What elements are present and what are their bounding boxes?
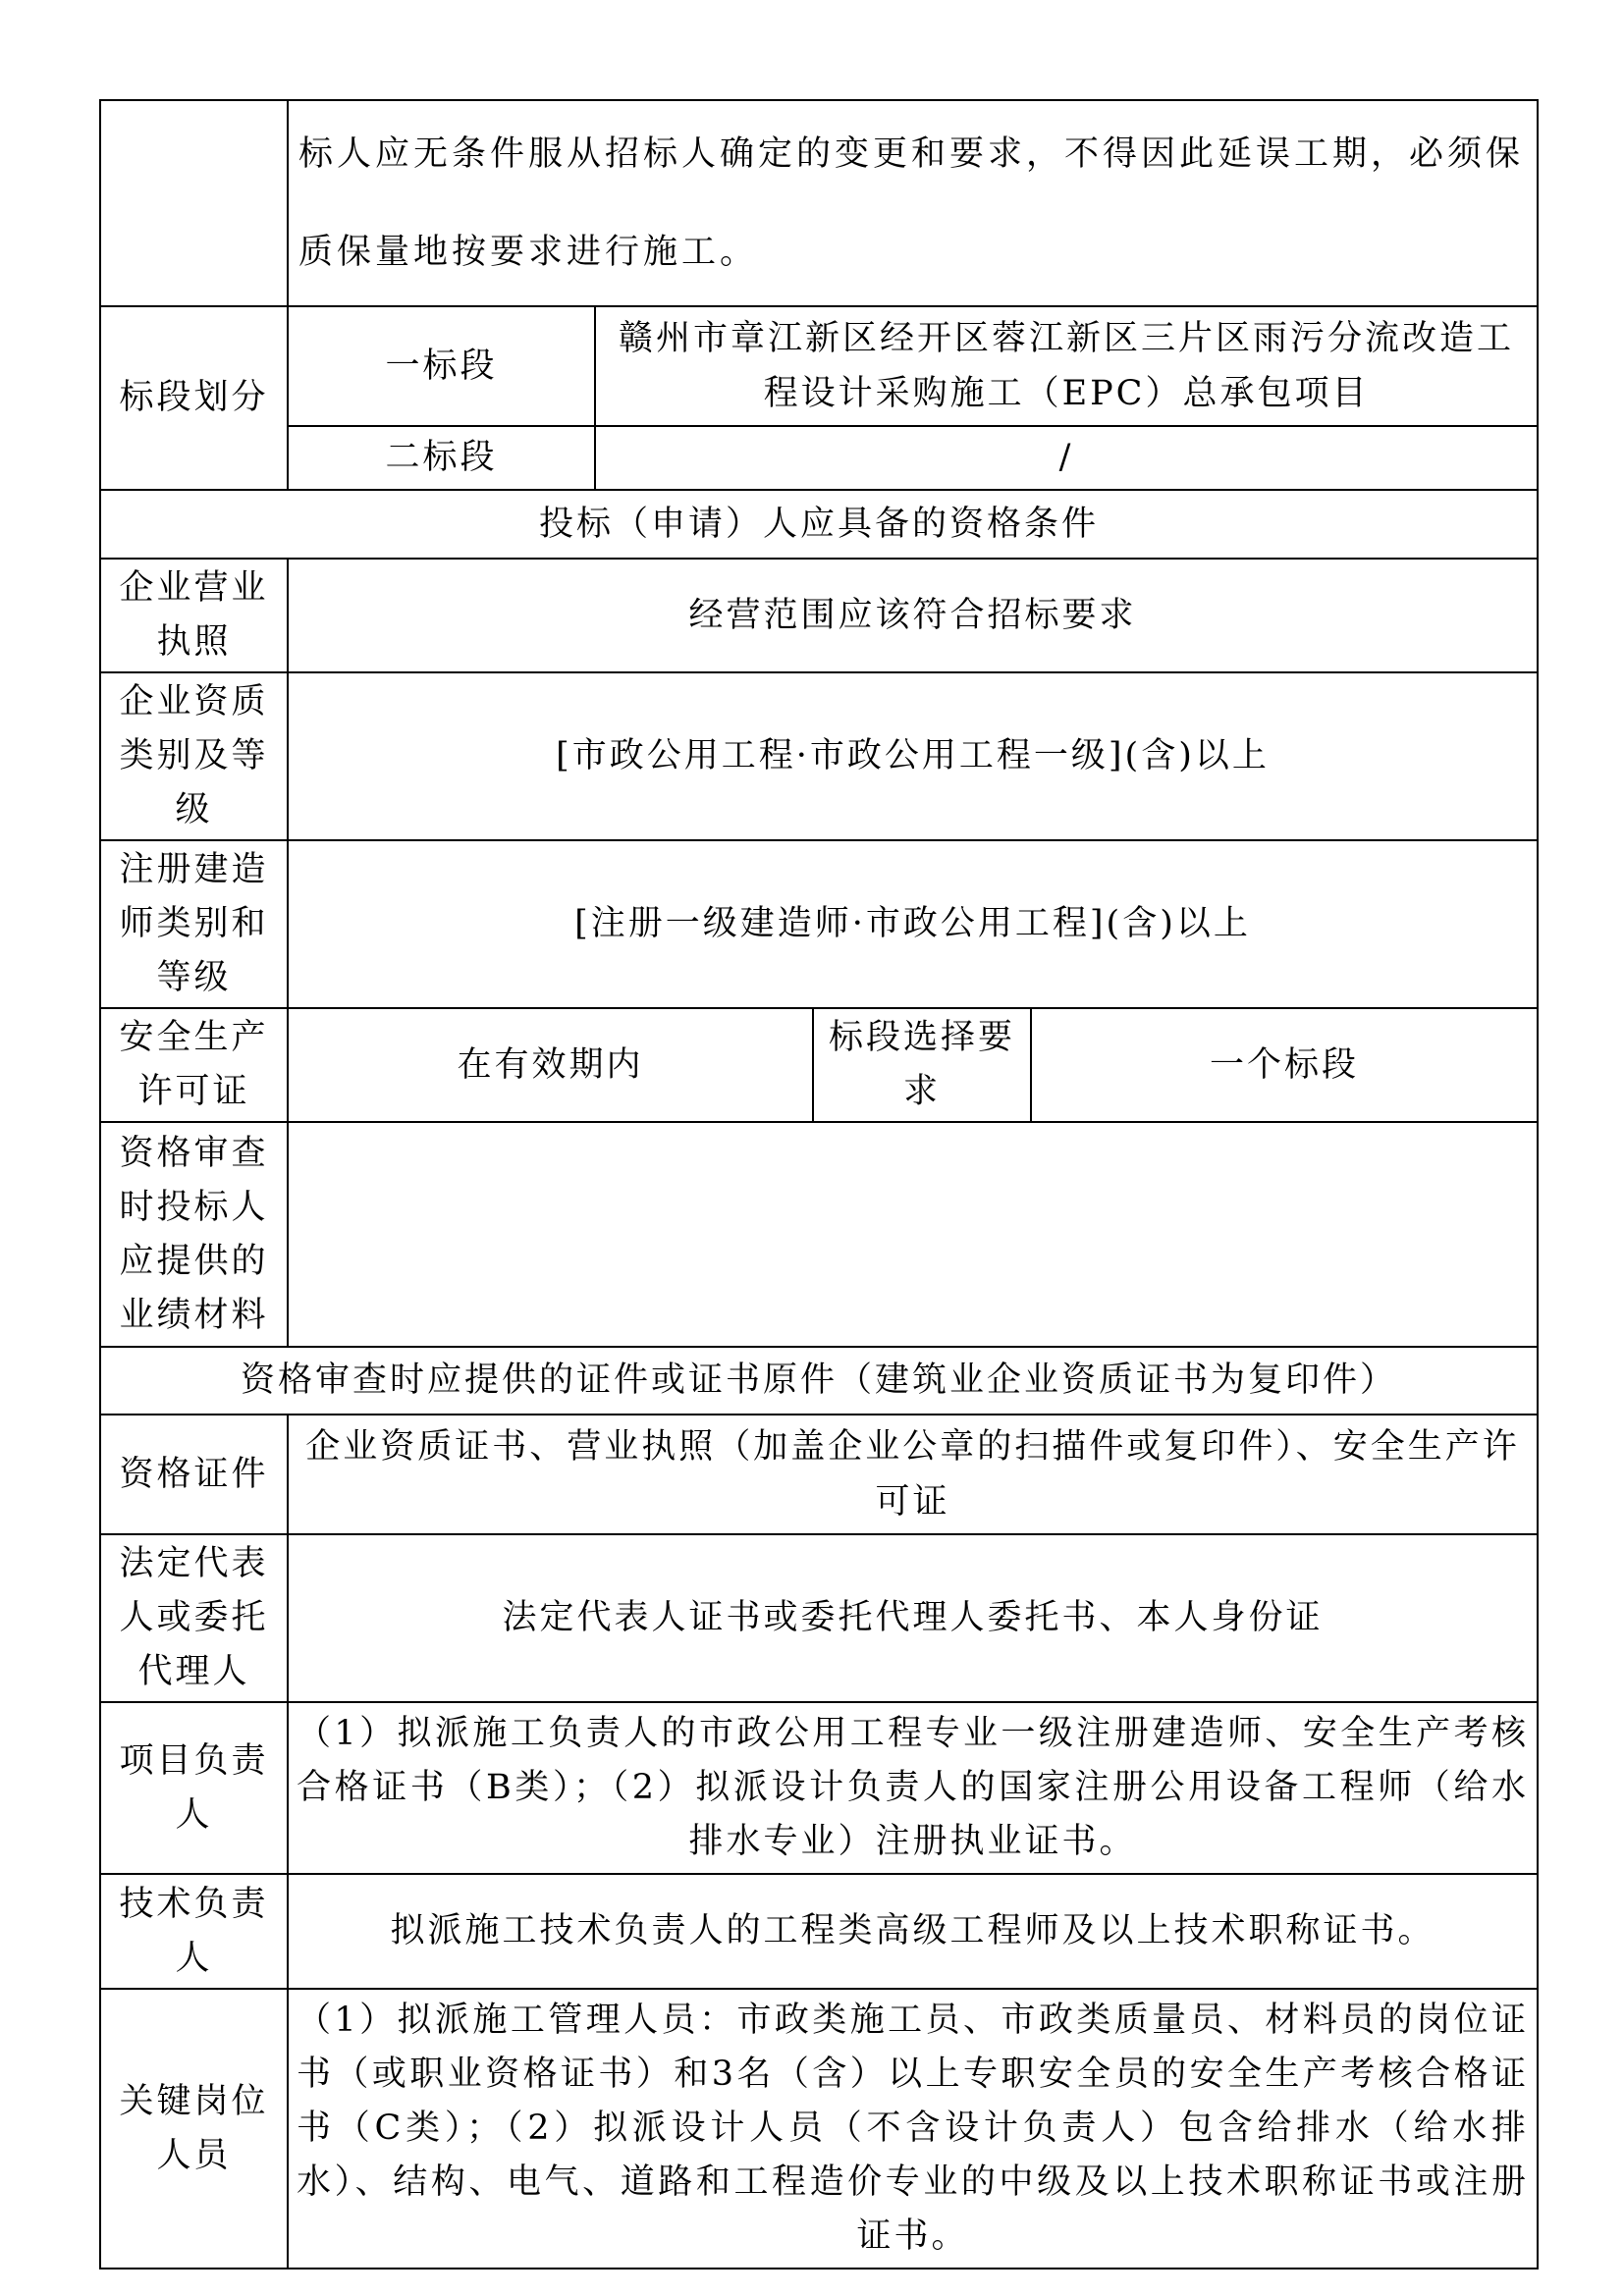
legal-rep-label: 法定代表人或委托代理人 [100, 1534, 288, 1702]
qualification-grade-value: [市政公用工程·市政公用工程一级](含)以上 [288, 672, 1538, 840]
constructor-row [100, 840, 1538, 1008]
performance-label: 资格审查时投标人应提供的业绩材料 [100, 1122, 288, 1347]
business-license-label: 企业营业执照 [100, 559, 288, 672]
business-license-value: 经营范围应该符合招标要求 [288, 559, 1538, 672]
credentials-label: 资格证件 [100, 1415, 288, 1534]
qualification-table [99, 99, 1539, 2269]
key-personnel-label: 关键岗位人员 [100, 1989, 288, 2269]
section-2-name: 二标段 [288, 426, 595, 490]
originals-header-row [100, 1347, 1538, 1415]
section-row-2 [100, 426, 1538, 490]
intro-text: 标人应无条件服从招标人确定的变更和要求，不得因此延误工期，必须保质保量地按要求进行施工。 [288, 100, 1538, 306]
technical-lead-row [100, 1874, 1538, 1989]
constructor-label: 注册建造师类别和等级 [100, 840, 288, 1008]
qualification-grade-label: 企业资质类别及等级 [100, 672, 288, 840]
section-1-name: 一标段 [288, 306, 595, 426]
project-manager-value: （1）拟派施工负责人的市政公用工程专业一级注册建造师、安全生产考核合格证书（B类）；（2）拟派设计负责人的国家注册公用设备工程师（给水排水专业）注册执业证书。 [288, 1702, 1538, 1874]
legal-rep-row [100, 1534, 1538, 1702]
business-license-row [100, 559, 1538, 672]
safety-permit-value: 在有效期内 [288, 1008, 813, 1122]
section-selection-value: 一个标段 [1031, 1008, 1538, 1122]
safety-permit-label: 安全生产许可证 [100, 1008, 288, 1122]
section-selection-label: 标段选择要求 [813, 1008, 1031, 1122]
intro-empty-cell [100, 100, 288, 306]
project-manager-row [100, 1702, 1538, 1874]
legal-rep-value: 法定代表人证书或委托代理人委托书、本人身份证 [288, 1534, 1538, 1702]
qualification-header: 投标（申请）人应具备的资格条件 [100, 490, 1538, 559]
technical-lead-value: 拟派施工技术负责人的工程类高级工程师及以上技术职称证书。 [288, 1874, 1538, 1989]
section-2-value: / [595, 426, 1538, 490]
key-personnel-row [100, 1989, 1538, 2269]
section-division-label: 标段划分 [100, 306, 288, 490]
performance-value [288, 1122, 1538, 1347]
originals-header: 资格审查时应提供的证件或证书原件（建筑业企业资质证书为复印件） [100, 1347, 1538, 1415]
qualification-grade-row [100, 672, 1538, 840]
performance-row [100, 1122, 1538, 1347]
technical-lead-label: 技术负责人 [100, 1874, 288, 1989]
credentials-value: 企业资质证书、营业执照（加盖企业公章的扫描件或复印件）、安全生产许可证 [288, 1415, 1538, 1534]
qualification-header-row [100, 490, 1538, 559]
intro-row [100, 100, 1538, 306]
section-1-value: 赣州市章江新区经开区蓉江新区三片区雨污分流改造工程设计采购施工（EPC）总承包项目 [595, 306, 1538, 426]
constructor-value: [注册一级建造师·市政公用工程](含)以上 [288, 840, 1538, 1008]
project-manager-label: 项目负责人 [100, 1702, 288, 1874]
credentials-row [100, 1415, 1538, 1534]
safety-permit-row [100, 1008, 1538, 1122]
section-row-1 [100, 306, 1538, 426]
key-personnel-value: （1）拟派施工管理人员：市政类施工员、市政类质量员、材料员的岗位证书（或职业资格证书）和3名（含）以上专职安全员的安全生产考核合格证书（C类）；（2）拟派设计人员（不含设计负责人）包含给排水（给水排水）、结构、电气、道路和工程造价专业的中级及以上技术职称证书或注册证书。 [288, 1989, 1538, 2269]
